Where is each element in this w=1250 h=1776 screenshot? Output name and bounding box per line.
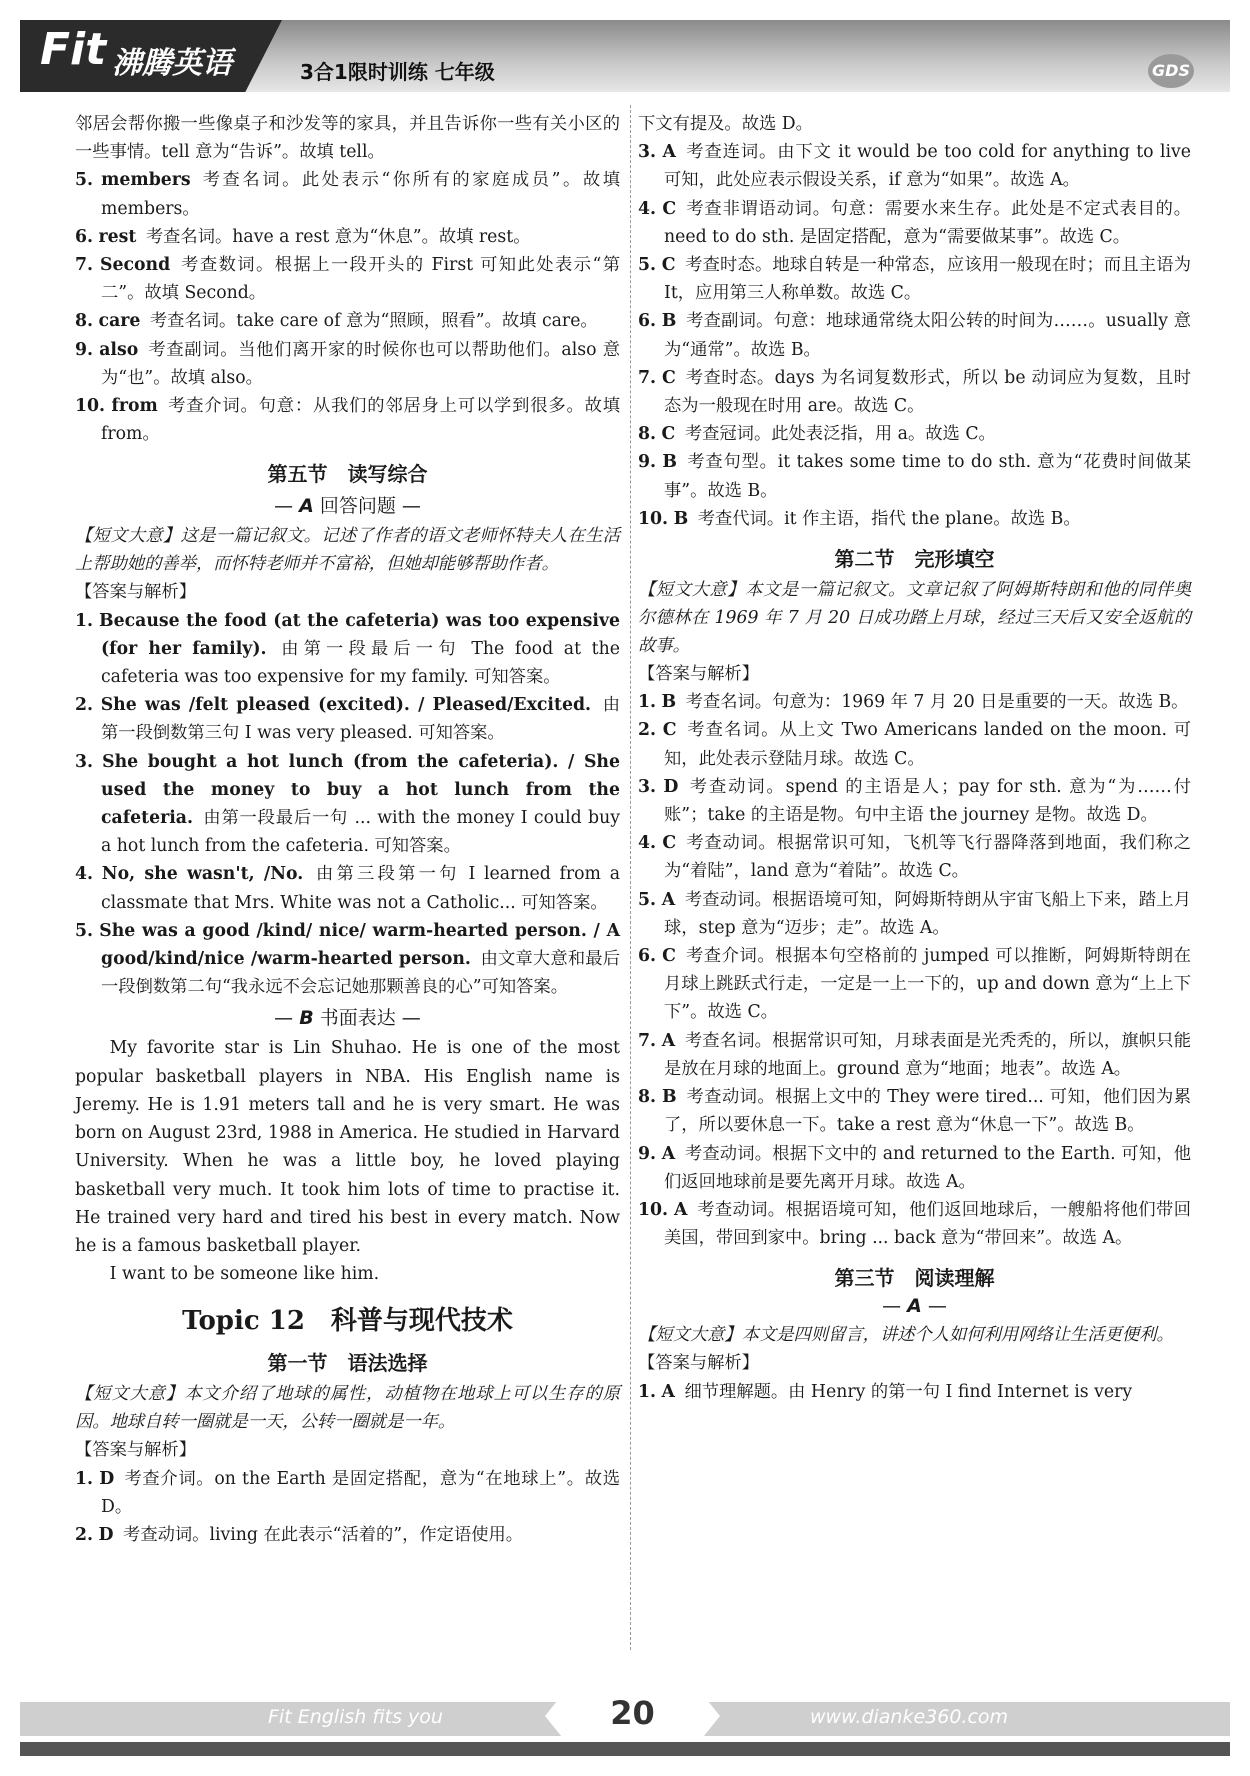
logo-fit-text: Fit [40, 24, 107, 75]
item-answer: from [111, 396, 158, 417]
answer-item [75, 392, 620, 448]
item-answer: She was /felt pleased (excited). / Pleased/Excited. [100, 695, 592, 716]
answer-item [638, 1027, 1191, 1083]
item-number: 10. [75, 396, 106, 417]
answer-item [638, 505, 1191, 533]
item-number: 1. [75, 610, 94, 631]
item-number: 10. [638, 1199, 669, 1220]
answers-heading: 【答案与解析】 [638, 1353, 759, 1374]
answer-item [638, 886, 1191, 942]
item-explanation: 考查名词。句意为：1969 年 7 月 20 日是重要的一天。故选 B。 [685, 692, 1189, 713]
item-answer: C [661, 255, 676, 276]
item-number: 9. [638, 1143, 657, 1164]
answer-item [75, 691, 620, 747]
footer-url: www.dianke360.com [810, 1706, 1009, 1728]
subsection-title: — B 书面表达 — [274, 1007, 421, 1030]
item-explanation: 由第一段倒数第三句 I was very pleased. 可知答案。 [101, 695, 620, 744]
answer-item [75, 607, 620, 692]
item-number: 7. [638, 1030, 657, 1051]
item-explanation: 细节理解题。由 Henry 的第一句 I find Internet is very [684, 1381, 1133, 1402]
item-explanation: 由第一段最后一句 ... with the money I could buy a hot lunch from the cafeteria. 可知答案。 [101, 808, 621, 857]
item-answer: B [661, 692, 677, 713]
item-answer: C [662, 198, 677, 219]
item-number: 5. [638, 889, 657, 910]
item-explanation: 考查动词。根据语境可知，他们返回地球后，一艘船将他们带回美国，带回到家中。bring ... back 意为“带回来”。故选 A。 [664, 1199, 1191, 1249]
right-column [638, 110, 1191, 1406]
item-explanation: 考查介词。on the Earth 是固定搭配，意为“在地球上”。故选 D。 [101, 1468, 621, 1517]
item-explanation: 考查名词。从上文 Two Americans landed on the moon. 可知，此处表示登陆月球。故选 C。 [664, 720, 1191, 769]
summary-block: 【短文大意】本文介绍了地球的属性，动植物在地球上可以生存的原因。地球自转一圈就是一天，公转一圈就是一年。 [75, 1384, 620, 1433]
item-explanation: 考查连词。由下文 it would be too cold for anything to live 可知，此处应表示假设关系，if 意为“如果”。故选 A。 [664, 142, 1191, 191]
item-number: 9. [75, 339, 94, 360]
answer-item [638, 138, 1191, 194]
item-explanation: 考查动词。根据上文中的 They were tired... 可知，他们因为累了，所以要休息一下。take a rest 意为“休息一下”。故选 B。 [664, 1087, 1191, 1136]
item-explanation: 考查数词。根据上一段开头的 First 可知此处表示“第二”。故填 Second。 [101, 255, 621, 304]
answer-item [638, 942, 1191, 1027]
item-number: 3. [75, 751, 94, 772]
page-number: 20 [610, 1694, 655, 1732]
item-answer: C [662, 367, 676, 388]
item-answer: B [662, 452, 677, 473]
answer-list-grammar-cont [638, 138, 1191, 533]
subsection-title: — A — [882, 1295, 947, 1318]
item-number: 3. [638, 142, 657, 163]
essay-paragraph: I want to be someone like him. [109, 1264, 380, 1285]
logo-brand-name: 沸腾英语 [112, 46, 232, 81]
item-explanation: 考查名词。根据常识可知，月球表面是光秃秃的，所以，旗帜只能是放在月球的地面上。ground 意为“地面；地表”。故选 A。 [664, 1030, 1191, 1079]
item-explanation: 考查时态。地球自转是一种常态，应该用一般现在时；而且主语为 It，应用第三人称单数。故选 C。 [664, 255, 1191, 304]
item-answer: A [661, 1381, 675, 1402]
item-number: 7. [75, 255, 94, 276]
answer-item [638, 688, 1191, 716]
item-number: 3. [638, 776, 657, 797]
item-explanation: 考查动词。根据下文中的 and returned to the Earth. 可知，他们返回地球前是要先离开月球。故选 A。 [664, 1143, 1191, 1192]
answer-item [638, 716, 1191, 772]
item-number: 1. [75, 1468, 94, 1489]
item-answer: C [661, 424, 676, 445]
item-number: 8. [638, 1087, 657, 1108]
item-explanation: 考查句型。it takes some time to do sth. 意为“花费时间做某事”。故选 B。 [664, 452, 1191, 501]
answer-list-reading [638, 1378, 1191, 1406]
answer-item [638, 1378, 1191, 1406]
item-answer: A [673, 1199, 688, 1220]
item-explanation: 考查动词。living 在此表示“活着的”，作定语使用。 [123, 1524, 524, 1545]
item-answer: D [99, 1468, 115, 1489]
answer-list-grammar [75, 1465, 620, 1550]
answer-item [638, 251, 1191, 307]
item-number: 1. [638, 1381, 657, 1402]
item-explanation: 考查介词。句意：从我们的邻居身上可以学到很多。故填 from。 [101, 396, 620, 445]
item-answer: No, she wasn't, /No. [101, 864, 304, 885]
answer-item [75, 1465, 620, 1521]
summary-block: 【短文大意】本文是四则留言，讲述个人如何利用网络让生活更便利。 [638, 1325, 1174, 1346]
item-number: 6. [638, 946, 657, 967]
answer-item [75, 1521, 620, 1549]
book-title: 3合1限时训练 七年级 [300, 60, 495, 84]
item-explanation: 考查时态。days 为名词复数形式，所以 be 动词应为复数，且时态为一般现在时用 are。故选 C。 [664, 367, 1191, 417]
model-essay [75, 1034, 620, 1288]
item-explanation: 考查副词。句意：地球通常绕太阳公转的时间为……。usually 意为“通常”。故选 B。 [664, 311, 1192, 360]
item-number: 7. [638, 367, 657, 388]
item-number: 2. [75, 695, 94, 716]
continued-text: 下文有提及。故选 D。 [638, 114, 813, 134]
item-answer: care [98, 311, 141, 332]
item-answer: She bought a hot lunch (from the cafeteria). / She used the money to buy a hot lunch from the cafeteria. [101, 751, 620, 829]
item-answer: D [663, 776, 679, 797]
answers-heading: 【答案与解析】 [638, 664, 759, 685]
answer-item [75, 166, 620, 222]
item-explanation: 考查代词。it 作主语，指代 the plane。故选 B。 [697, 508, 1081, 529]
item-answer: She was a good /kind/ nice/ warm-hearted person. / A good/kind/nice /warm-hearted person. [99, 920, 620, 970]
item-explanation: 考查非谓语动词。句意：需要水来生存。此处是不定式表目的。need to do sth. 是固定搭配，意为“需要做某事”。故选 C。 [664, 198, 1191, 247]
answer-item [75, 307, 620, 335]
item-explanation: 考查名词。此处表示“你所有的家庭成员”。故填 members。 [101, 170, 621, 219]
continued-text: 邻居会帮你搬一些像桌子和沙发等的家具，并且告诉你一些有关小区的一些事情。tell 意为“告诉”。故填 tell。 [75, 114, 620, 163]
left-column [75, 110, 620, 1549]
item-number: 8. [638, 424, 657, 445]
answer-list-questions [75, 607, 620, 1002]
item-answer: A [662, 142, 676, 163]
item-explanation: 考查副词。当他们离开家的时候你也可以帮助他们。also 意为“也”。故填 also。 [101, 339, 620, 388]
item-answer: A [661, 889, 676, 910]
item-answer: B [661, 311, 677, 332]
item-number: 6. [75, 226, 94, 247]
item-answer: B [661, 1087, 677, 1108]
item-explanation: 考查动词。根据语境可知，阿姆斯特朗从宇宙飞船上下来，踏上月球，step 意为“迈步；走”。故选 A。 [664, 889, 1191, 938]
summary-block: 【短文大意】这是一篇记叙文。记述了作者的语文老师怀特夫人在生活上帮助她的善举，而怀特老师并不富裕，但她却能够帮助作者。 [75, 526, 620, 575]
section-title: 第二节 完形填空 [834, 547, 995, 572]
answer-list-cloze [638, 688, 1191, 1252]
item-number: 2. [75, 1524, 94, 1545]
item-answer: rest [98, 226, 137, 247]
item-number: 2. [638, 720, 657, 741]
item-explanation: 考查动词。spend 的主语是人；pay for sth. 意为“为……付账”；take 的主语是物。句中主语 the journey 是物。故选 D。 [664, 776, 1191, 826]
item-answer: B [673, 508, 689, 529]
answer-item [638, 195, 1191, 251]
section-title: 第一节 语法选择 [267, 1351, 428, 1376]
item-answer: C [662, 833, 677, 854]
answers-heading: 【答案与解析】 [75, 1440, 196, 1461]
item-explanation: 考查动词。根据常识可知，飞机等飞行器降落到地面，我们称之为“着陆”，land 意为“着陆”。故选 C。 [664, 833, 1191, 882]
item-number: 4. [638, 833, 657, 854]
column-divider [630, 105, 631, 1650]
item-answer: Second [100, 255, 171, 276]
item-number: 9. [638, 452, 657, 473]
answers-heading: 【答案与解析】 [75, 582, 196, 603]
answer-item [75, 251, 620, 307]
section-title: 第五节 读写综合 [267, 462, 428, 487]
answer-list-reading-a [75, 166, 620, 448]
summary-block: 【短文大意】本文是一篇记叙文。文章记叙了阿姆斯特朗和他的同伴奥尔德林在 1969 年 7 月 20 日成功踏上月球，经过三天后又安全返航的故事。 [638, 580, 1191, 657]
answer-item [638, 1140, 1191, 1196]
answer-item [638, 773, 1191, 829]
item-number: 4. [75, 864, 94, 885]
answer-item [638, 307, 1191, 363]
publisher-badge: GDS [1148, 54, 1194, 88]
answer-item [75, 917, 620, 1002]
item-number: 10. [638, 508, 669, 529]
answer-item [638, 420, 1191, 448]
answer-item [75, 748, 620, 861]
subsection-title: — A 回答问题 — [274, 495, 421, 518]
item-number: 6. [638, 311, 657, 332]
topic-title: Topic 12 科普与现代技术 [182, 1306, 513, 1337]
item-explanation: 由第一段最后一句 The food at the cafeteria was too expensive for my family. 可知答案。 [101, 638, 620, 688]
item-explanation: 考查介词。根据本句空格前的 jumped 可以推断，阿姆斯特朗在月球上跳跃式行走，一定是一上一下的，up and down 意为“上上下下”。故选 C。 [664, 946, 1191, 1023]
footer-slogan: Fit English fits you [268, 1706, 443, 1728]
answer-item [75, 223, 620, 251]
item-answer: also [99, 339, 139, 360]
item-explanation: 考查名词。have a rest 意为“休息”。故填 rest。 [145, 226, 531, 247]
item-number: 4. [638, 198, 657, 219]
bottom-bar [20, 1742, 1230, 1756]
item-number: 8. [75, 311, 94, 332]
answer-item [638, 364, 1191, 420]
essay-paragraph: My favorite star is Lin Shuhao. He is one of the most popular basketball players in NBA. His English name is Jeremy. He is 1.91 meters tall and he is very smart. He was born on August 23rd, 1988 in America. He studied in Harvard University. When he was a little boy, he loved playing basketball very much. It took him lots of time to practise it. He trained very hard and tired his best in every match. Now he is a famous basketball player. [75, 1038, 620, 1256]
item-explanation: 考查冠词。此处表泛指，用 a。故选 C。 [684, 424, 996, 445]
item-answer: A [661, 1143, 676, 1164]
item-number: 5. [75, 920, 94, 941]
item-explanation: 由文章大意和最后一段倒数第二句“我永远不会忘记她那颗善良的心”可知答案。 [101, 949, 620, 998]
item-answer: A [661, 1030, 676, 1051]
answer-item [75, 336, 620, 392]
item-number: 5. [75, 170, 94, 191]
item-answer: C [662, 946, 676, 967]
item-answer: members [101, 170, 191, 191]
answer-item [638, 1196, 1191, 1252]
answer-item [638, 829, 1191, 885]
answer-item [638, 1083, 1191, 1139]
item-number: 1. [638, 692, 657, 713]
item-number: 5. [638, 255, 657, 276]
item-explanation: 考查名词。take care of 意为“照顾，照看”。故填 care。 [149, 311, 598, 332]
item-answer: D [98, 1524, 114, 1545]
item-explanation: 由第三段第一句 I learned from a classmate that Mrs. White was not a Catholic... 可知答案。 [101, 864, 620, 913]
item-answer: C [662, 720, 677, 741]
answer-item [75, 860, 620, 916]
answer-item [638, 448, 1191, 504]
item-answer: Because the food (at the cafeteria) was too expensive (for her family). [99, 610, 621, 659]
section-title: 第三节 阅读理解 [834, 1266, 995, 1291]
